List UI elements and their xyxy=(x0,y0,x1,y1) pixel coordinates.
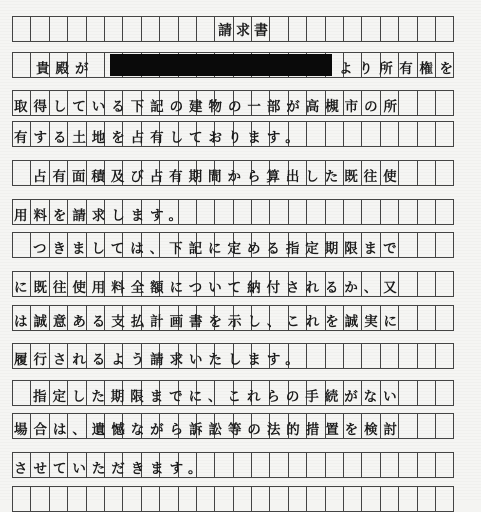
line-12-text: させていただきます。 xyxy=(14,461,208,477)
grid-cell xyxy=(435,486,454,512)
grid-cell xyxy=(398,452,417,478)
title-row xyxy=(0,16,481,42)
line-5-text: 用料を請求します。 xyxy=(14,208,188,224)
grid-cell xyxy=(306,199,325,225)
grid-cell xyxy=(325,486,344,512)
empty-row xyxy=(0,486,481,512)
grid-cell xyxy=(269,16,288,42)
grid-cell xyxy=(288,486,307,512)
grid-cell xyxy=(343,16,362,42)
grid-cell xyxy=(361,16,380,42)
grid-cell xyxy=(398,199,417,225)
grid-cell xyxy=(325,199,344,225)
document-title: 請求書 xyxy=(218,23,272,39)
grid-cell xyxy=(233,199,252,225)
grid-cell xyxy=(435,380,454,406)
line-8 xyxy=(0,305,481,331)
grid-cell xyxy=(12,16,31,42)
grid-cell xyxy=(214,199,233,225)
grid-cell xyxy=(159,16,178,42)
grid-cell xyxy=(288,199,307,225)
grid-cell xyxy=(343,121,362,147)
line-9 xyxy=(0,343,481,369)
grid-cell xyxy=(122,486,141,512)
line-6-text: つきましては、下記に定める指定期限まで xyxy=(33,241,403,257)
grid-cell xyxy=(417,486,436,512)
line-7 xyxy=(0,271,481,297)
line-4 xyxy=(0,160,481,186)
line-4-text: 占有面積及び占有期間から算出した既往使 xyxy=(33,169,403,185)
grid-cell xyxy=(306,121,325,147)
grid-cell xyxy=(306,486,325,512)
grid-cell xyxy=(398,121,417,147)
grid-cell xyxy=(233,452,252,478)
grid-cell xyxy=(398,343,417,369)
grid-cell xyxy=(435,121,454,147)
line-10-text: 指定した期限までに、これらの手続がない xyxy=(33,389,403,405)
grid-cell xyxy=(251,452,270,478)
grid-cell xyxy=(361,121,380,147)
line-5 xyxy=(0,199,481,225)
grid-cell xyxy=(12,160,31,186)
grid-cell xyxy=(417,271,436,297)
grid-cell xyxy=(417,305,436,331)
grid-cell xyxy=(306,343,325,369)
grid-cell xyxy=(269,452,288,478)
grid-cell xyxy=(141,16,160,42)
grid-cell xyxy=(12,486,31,512)
redacted-name xyxy=(110,54,332,76)
grid-cell xyxy=(380,199,399,225)
grid-cell xyxy=(288,16,307,42)
grid-cell xyxy=(251,486,270,512)
grid-cell xyxy=(30,486,49,512)
grid-cell xyxy=(417,232,436,258)
grid-cell xyxy=(417,121,436,147)
grid-cell xyxy=(417,90,436,116)
grid-cell xyxy=(159,486,178,512)
grid-cell xyxy=(398,486,417,512)
grid-cell xyxy=(343,452,362,478)
grid-cell xyxy=(86,486,105,512)
line-1-suffix: より所有権を xyxy=(339,61,460,77)
grid-cell xyxy=(361,486,380,512)
grid-cell xyxy=(435,452,454,478)
grid-cell xyxy=(417,380,436,406)
grid-cell xyxy=(104,486,123,512)
grid-cell xyxy=(435,160,454,186)
grid-cell xyxy=(361,452,380,478)
grid-cell xyxy=(233,486,252,512)
grid-cell xyxy=(269,486,288,512)
grid-cell xyxy=(122,16,141,42)
grid-cell xyxy=(343,199,362,225)
grid-cell xyxy=(325,16,344,42)
line-1 xyxy=(0,52,481,78)
grid-cell xyxy=(343,486,362,512)
grid-cell xyxy=(196,199,215,225)
line-9-text: 履行されるよう請求いたします。 xyxy=(14,352,305,368)
grid-cell xyxy=(141,486,160,512)
grid-cell xyxy=(288,452,307,478)
line-7-text: に既往使用料全額について納付されるか、又 xyxy=(14,280,403,296)
grid-cell xyxy=(435,271,454,297)
grid-cell xyxy=(417,16,436,42)
grid-cell xyxy=(196,16,215,42)
grid-cell xyxy=(178,16,197,42)
line-2-text: 取得している下記の建物の一部が高槻市の所 xyxy=(14,99,403,115)
grid-cell xyxy=(417,343,436,369)
grid-cell xyxy=(380,16,399,42)
grid-cell xyxy=(104,16,123,42)
grid-cell xyxy=(361,199,380,225)
line-3-text: 有する土地を占有しております。 xyxy=(14,130,305,146)
grid-cell xyxy=(417,199,436,225)
grid-cell xyxy=(325,452,344,478)
grid-cell xyxy=(435,90,454,116)
grid-cell xyxy=(325,121,344,147)
grid-cell xyxy=(214,452,233,478)
grid-cell xyxy=(435,413,454,439)
grid-cell xyxy=(435,305,454,331)
line-1-prefix: 貴殿が xyxy=(36,61,95,77)
grid-cell xyxy=(417,413,436,439)
grid-cell xyxy=(435,199,454,225)
grid-cell xyxy=(306,16,325,42)
grid-cell xyxy=(380,486,399,512)
grid-cell xyxy=(12,52,31,78)
grid-cell xyxy=(30,16,49,42)
grid-cell xyxy=(435,343,454,369)
grid-cell xyxy=(49,486,68,512)
line-2 xyxy=(0,90,481,116)
grid-cell xyxy=(380,452,399,478)
grid-cell xyxy=(380,121,399,147)
line-8-text: は誠意ある支払計画書を示し、これを誠実に xyxy=(14,314,403,330)
grid-cell xyxy=(398,16,417,42)
grid-cell xyxy=(12,232,31,258)
grid-cell xyxy=(380,343,399,369)
grid-cell xyxy=(214,486,233,512)
grid-cell xyxy=(361,343,380,369)
grid-cell xyxy=(306,452,325,478)
grid-cell xyxy=(196,486,215,512)
line-11 xyxy=(0,413,481,439)
grid-cell xyxy=(86,16,105,42)
grid-cell xyxy=(12,380,31,406)
grid-cell xyxy=(269,199,288,225)
line-6 xyxy=(0,232,481,258)
line-12 xyxy=(0,452,481,478)
grid-cell xyxy=(67,16,86,42)
grid-cell xyxy=(67,486,86,512)
grid-cell xyxy=(417,160,436,186)
grid-cell xyxy=(325,343,344,369)
line-3 xyxy=(0,121,481,147)
grid-cell xyxy=(435,16,454,42)
grid-cell xyxy=(178,486,197,512)
grid-cell xyxy=(343,343,362,369)
grid-cell xyxy=(49,16,68,42)
grid-cell xyxy=(417,452,436,478)
grid-cell xyxy=(251,199,270,225)
line-11-text: 場合は、遺憾ながら訴訟等の法的措置を検討 xyxy=(14,422,403,438)
line-10 xyxy=(0,380,481,406)
grid-cell xyxy=(435,232,454,258)
